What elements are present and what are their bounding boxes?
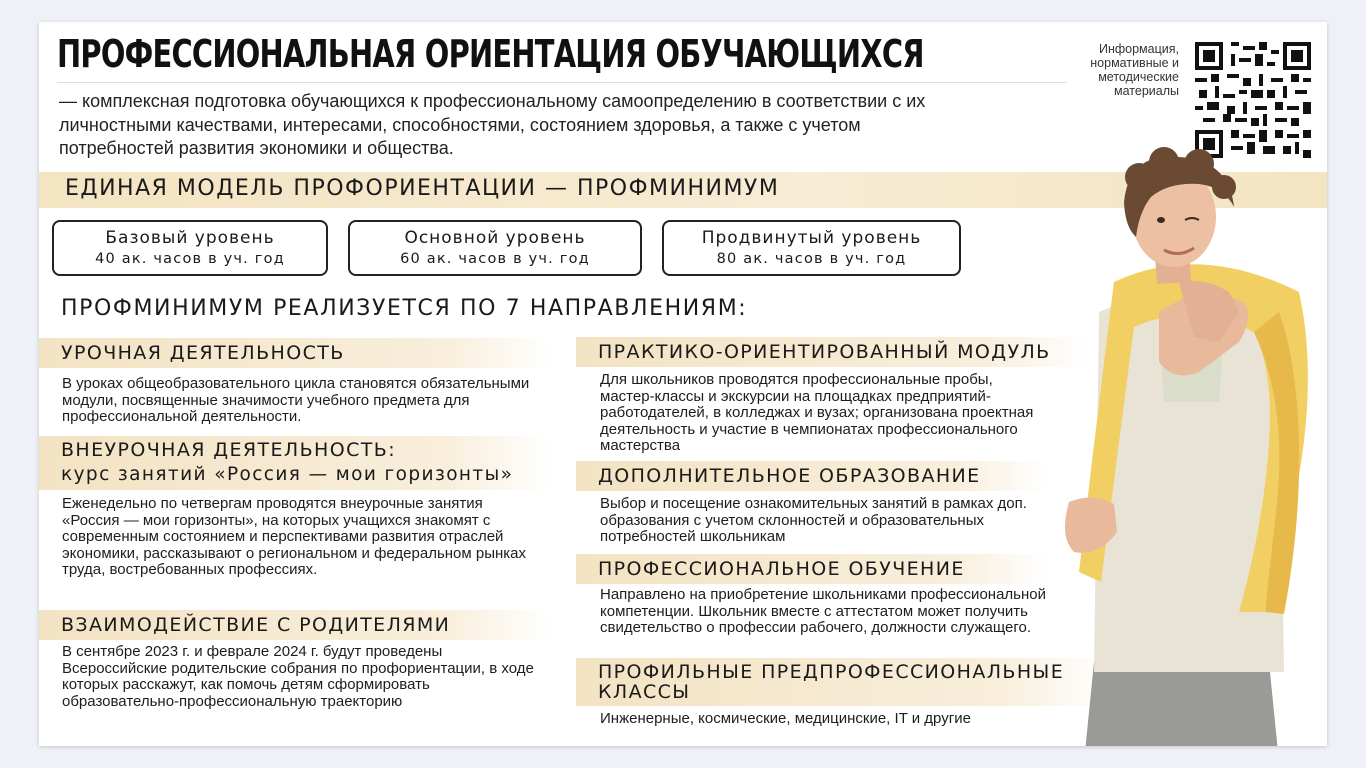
directions-heading: ПРОФМИНИМУМ РЕАЛИЗУЕТСЯ ПО 7 НАПРАВЛЕНИЯМ: bbox=[61, 296, 748, 321]
qr-code-icon[interactable] bbox=[1194, 42, 1312, 158]
title-divider bbox=[57, 82, 1067, 83]
section-lesson-title: УРОЧНАЯ ДЕЯТЕЛЬНОСТЬ bbox=[39, 338, 549, 368]
student-photo bbox=[1039, 142, 1327, 746]
section-parents-text: В сентябре 2023 г. и феврале 2024 г. будут проведены Всероссийские родительские собрания по профориентации, в ходе которых расскажут, как помочь детям сформировать образовательно-профессиональную траекторию bbox=[62, 643, 534, 710]
section-extracurricular-header bbox=[39, 436, 549, 490]
level-basic bbox=[52, 220, 328, 276]
section-training-text: Направлено на приобретение школьниками профессиональной компетенции. Школьник вместе с аттестатом может получить свидетельство о профессии рабочего, должности служащего. bbox=[600, 586, 1046, 636]
level-hours: 60 ак. часов в уч. год bbox=[400, 251, 590, 267]
infographic-page bbox=[39, 22, 1327, 746]
level-advanced bbox=[662, 220, 961, 276]
section-additional-title: ДОПОЛНИТЕЛЬНОЕ ОБРАЗОВАНИЕ bbox=[576, 461, 1046, 491]
section-practice-text: Для школьников проводятся профессиональные пробы, мастер-классы и экскурсии на площадках предприятий-работодателей, в колледжах и вузах; организована проектная деятельность и участие в чемпионатах профессионального мастерства bbox=[600, 371, 1034, 454]
intro-text: — комплексная подготовка обучающихся к профессиональному самоопределению в соответствии с их личностными качествами, интересами, способностями, состоянием здоровья, а также с учетом потребностей развития экономики и общества. bbox=[59, 91, 926, 158]
level-hours: 80 ак. часов в уч. год bbox=[716, 251, 907, 267]
level-name: Продвинутый уровень bbox=[701, 228, 922, 248]
model-heading: ЕДИНАЯ МОДЕЛЬ ПРОФОРИЕНТАЦИИ — ПРОФМИНИМУМ bbox=[65, 176, 780, 201]
section-extracurricular-text: Еженедельно по четвергам проводятся внеурочные занятия «Россия — мои горизонты», на которых учащихся знакомят с современным состоянием и перспективами развития отраслей экономики, рассказывают о региональном и федеральном рынках труда, востребованных профессиях. bbox=[62, 495, 527, 578]
section-classes-text: Инженерные, космические, медицинские, IT и другие bbox=[600, 710, 971, 727]
level-name: Базовый уровень bbox=[105, 228, 275, 248]
section-additional-text: Выбор и посещение ознакомительных занятий в рамках доп. образования с учетом склонностей и образовательных потребностей школьникам bbox=[600, 495, 1027, 545]
section-practice-title: ПРАКТИКО-ОРИЕНТИРОВАННЫЙ МОДУЛЬ bbox=[576, 337, 1086, 367]
section-training-title: ПРОФЕССИОНАЛЬНОЕ ОБУЧЕНИЕ bbox=[576, 554, 1046, 584]
qr-caption: Информация, нормативные и методические материалы bbox=[1090, 42, 1179, 98]
section-lesson-text: В уроках общеобразовательного цикла становятся обязательными модули, посвященные значимости учебного предмета для профессиональной деятельности. bbox=[62, 375, 530, 425]
level-name: Основной уровень bbox=[404, 228, 586, 248]
section-parents-title: ВЗАИМОДЕЙСТВИЕ С РОДИТЕЛЯМИ bbox=[39, 610, 549, 640]
section-classes-title: ПРОФИЛЬНЫЕ ПРЕДПРОФЕССИОНАЛЬНЫЕ КЛАССЫ bbox=[576, 658, 1106, 706]
level-hours: 40 ак. часов в уч. год bbox=[95, 251, 285, 267]
page-title: ПРОФЕССИОНАЛЬНАЯ ОРИЕНТАЦИЯ ОБУЧАЮЩИХСЯ bbox=[57, 32, 924, 76]
section-extracurricular-subtitle: курс занятий «Россия — мои горизонты» bbox=[61, 464, 514, 485]
section-extracurricular-title: ВНЕУРОЧНАЯ ДЕЯТЕЛЬНОСТЬ: bbox=[61, 439, 397, 461]
level-main bbox=[348, 220, 642, 276]
